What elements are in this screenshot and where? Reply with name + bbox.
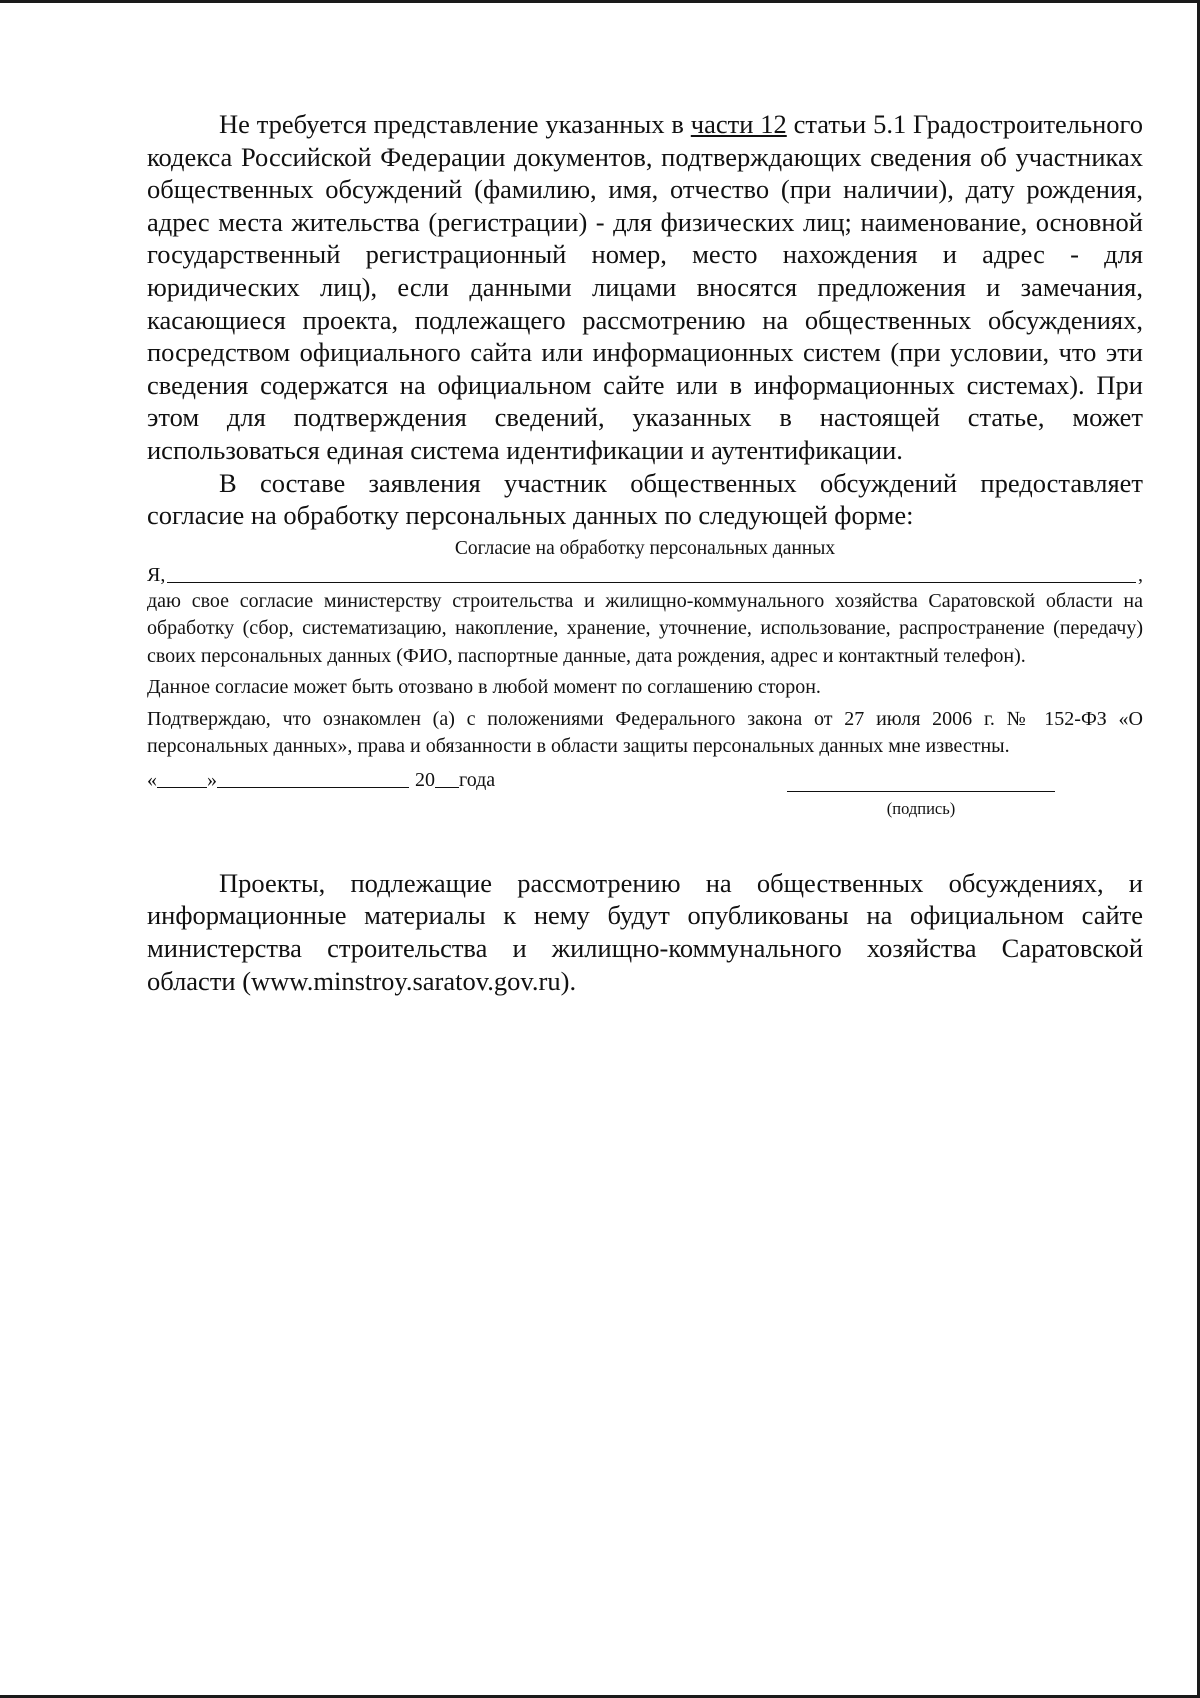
date-signature-row: [147, 769, 1143, 827]
year-blank-field: [435, 769, 459, 788]
intro-paragraph-2: В составе заявления участник общественных обсуждений предоставляет согласие на обработку персональных данных по следующей форме:: [147, 467, 1143, 531]
date-open-quote: «: [147, 768, 157, 791]
signature-blank-field: [787, 791, 1055, 792]
month-blank-field: [217, 769, 409, 788]
intro-paragraph-1: [147, 108, 1143, 467]
year-suffix: года: [459, 768, 496, 791]
closing-paragraph: Проекты, подлежащие рассмотрению на общественных обсуждениях, и информационные материалы к нему будут опубликованы на официальном сайте министерства строительства и жилищно-коммунального хозяйства Саратовской области (www.minstroy.saratov.gov.ru).: [147, 867, 1143, 996]
confirmation-text: Подтверждаю, что ознакомлен (а) с положениями Федерального закона от 27 июля 2006 г. № 152-ФЗ «О персональных данных», права и обязанности в области защиты персональных данных мне известны.: [147, 707, 1143, 758]
document-body: [147, 108, 1143, 997]
name-prefix: Я,: [147, 563, 166, 586]
intro-text-after-ref: статьи 5.1 Градостроительного кодекса Российской Федерации документов, подтверждающих сведения об участниках общественных обсуждений (фамилию, имя, отчество (при наличии), дату рождения, адрес места жительства (регистрации) - для физических лиц; наименование, основной государственный регистрационный номер, место нахождения и адрес - для юридических лиц), если данными лицами вносятся предложения и замечания, касающиеся проекта, подлежащего рассмотрению на общественных обсуждениях, посредством официального сайта или информационных систем (при условии, что эти сведения содержатся на официальном сайте или в информационных системах). При этом для подтверждения сведений, указанных в настоящей статье, может использоваться единая система идентификации и аутентификации.: [147, 109, 1144, 465]
signature-caption: (подпись): [886, 798, 956, 818]
date-fill-line: [147, 769, 495, 792]
date-close-quote: »: [207, 768, 217, 791]
law-part-reference: части 12: [690, 109, 787, 139]
consent-text: даю свое согласие министерству строительства и жилищно-коммунального хозяйства Саратовской области на обработку (сбор, систематизацию, накопление, хранение, уточнение, использование, распространение (передачу) своих персональных данных (ФИО, паспортные данные, дата рождения, адрес и контактный телефон).: [147, 589, 1143, 667]
year-prefix: 20: [415, 768, 435, 791]
intro-text-before-ref: Не требуется представление указанных в: [219, 109, 691, 139]
revocation-text: Данное согласие может быть отозвано в любой момент по соглашению сторон.: [147, 676, 821, 699]
day-blank-field: [157, 769, 207, 788]
name-fill-line: [147, 562, 1143, 588]
name-suffix: ,: [1138, 563, 1143, 586]
consent-form-title: Согласие на обработку персональных данных: [454, 537, 836, 559]
name-blank-field: [167, 564, 1136, 583]
